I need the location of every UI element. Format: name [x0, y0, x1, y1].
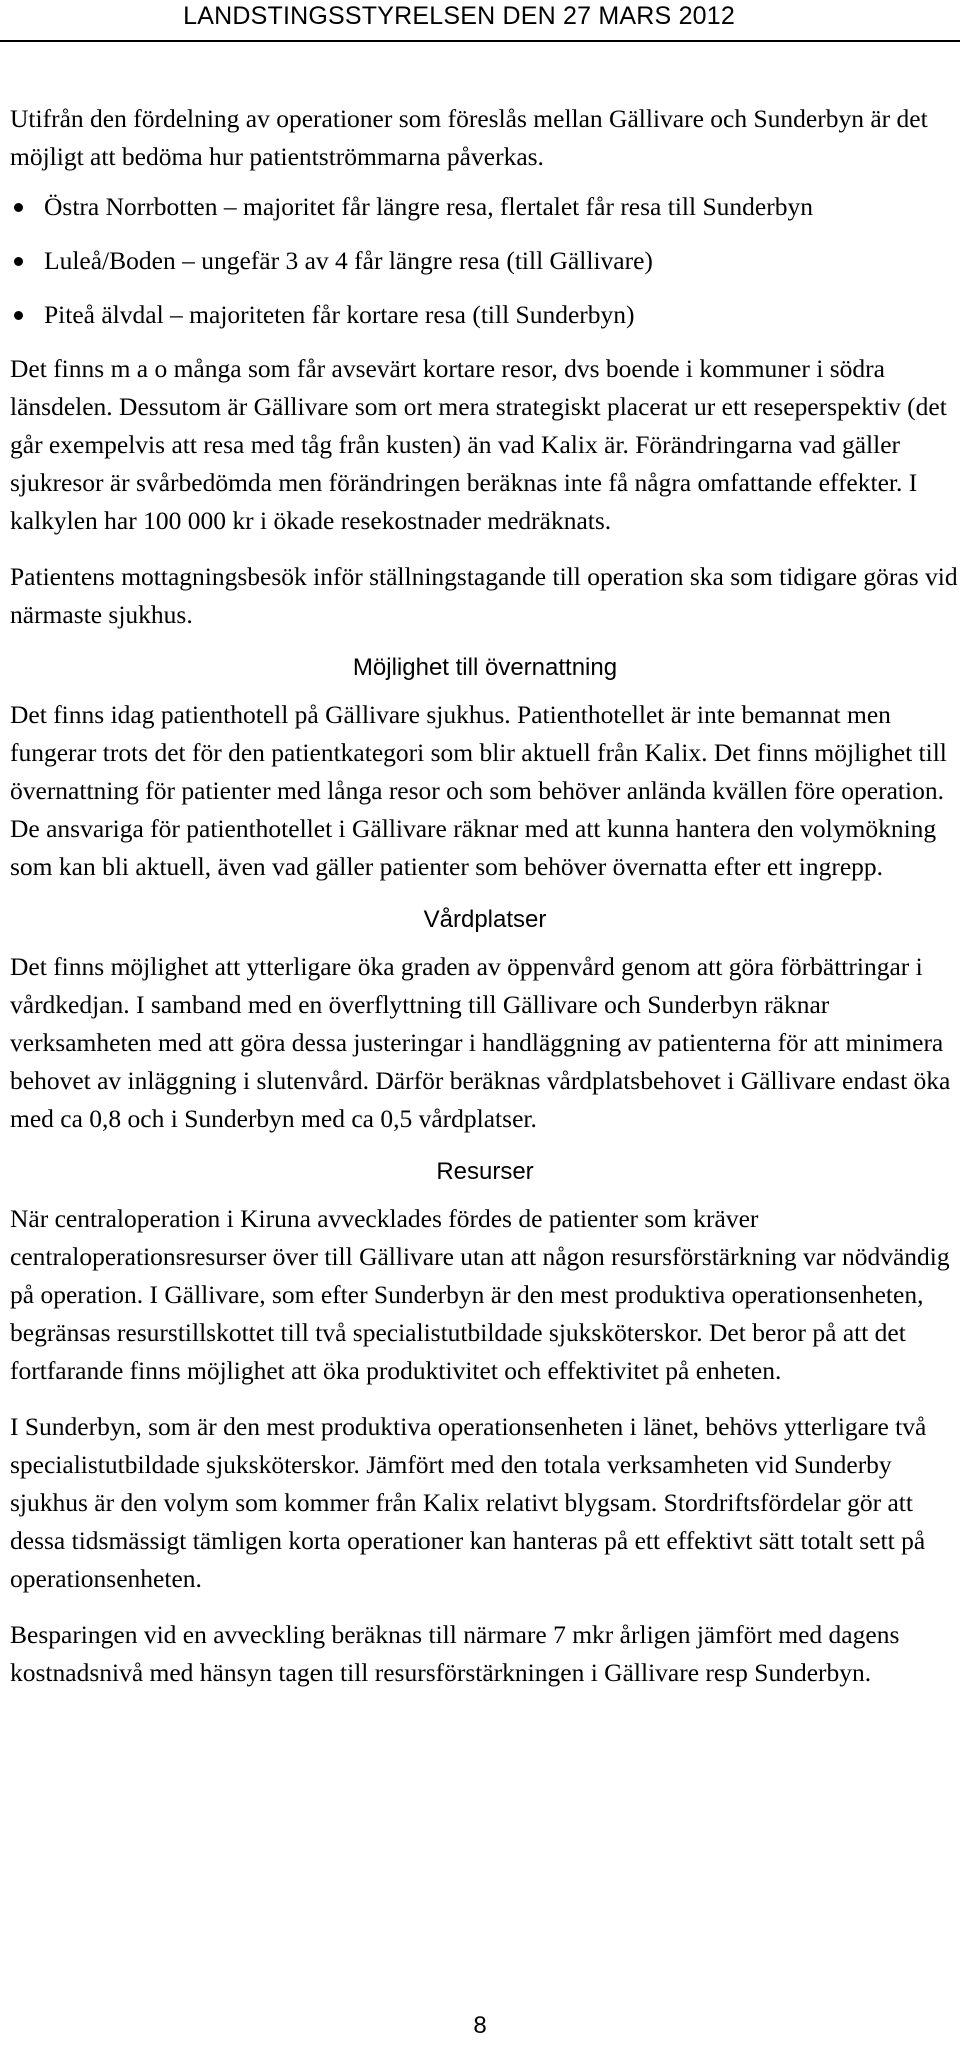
- body-paragraph: I Sunderbyn, som är den mest produktiva operationsenheten i länet, behövs ytterligare två specialistutbildade sjuksköterskor. Jämfört med den totala verksamheten vid Sunderby sjukhus är den volym som kommer från Kalix relativt blygsam. Stordriftsfördelar gör att dessa tidsmässigt tämligen korta operationer kan hanteras på ett effektivt sätt totalt sett på operationsenheten.: [10, 1412, 927, 1593]
- bullet-text: Piteå älvdal – majoriteten får kortare resa (till Sunderbyn): [44, 300, 635, 329]
- body-paragraph: Det finns m a o många som får avsevärt kortare resor, dvs boende i kommuner i södra länsdelen. Dessutom är Gällivare som ort mera strategiskt placerat ur ett reseperspektiv (det går exempelvis att resa med tåg från kusten) än vad Kalix är. Förändringarna vad gäller sjukresor är svårbedömda men förändringen beräknas inte få några omfattande effekter. I kalkylen har 100 000 kr i ökade resekostnader medräknats.: [10, 354, 947, 535]
- bullet-list: [10, 188, 960, 334]
- bullet-icon: [14, 257, 23, 266]
- page-header: LANDSTINGSSTYRELSEN DEN 27 MARS 2012: [183, 2, 735, 30]
- bullet-item: [10, 188, 960, 226]
- bullet-icon: [14, 203, 23, 212]
- bullet-text: Luleå/Boden – ungefär 3 av 4 får längre resa (till Gällivare): [44, 246, 653, 275]
- body-paragraph: När centraloperation i Kiruna avvecklades fördes de patienter som kräver centraloperationsresurser över till Gällivare utan att någon resursförstärkning var nödvändig på operation. I Gällivare, som efter Sunderbyn är den mest produktiva operationsenheten, begränsas resurstillskottet till två specialistutbildade sjuksköterskor. Det beror på att det fortfarande finns möjlighet att öka produktivitet och effektivitet på enheten.: [10, 1204, 950, 1385]
- bullet-item: [10, 242, 960, 280]
- intro-paragraph: Utifrån den fördelning av operationer som föreslås mellan Gällivare och Sunderbyn är det möjligt att bedöma hur patientströmmarna påverkas.: [10, 104, 928, 171]
- header-rule: [0, 40, 960, 42]
- body-paragraph: Besparingen vid en avveckling beräknas till närmare 7 mkr årligen jämfört med dagens kostnadsnivå med hänsyn tagen till resursförstärkningen i Gällivare resp Sunderbyn.: [10, 1620, 900, 1687]
- body-paragraph: Patientens mottagningsbesök inför ställningstagande till operation ska som tidigare göras vid närmaste sjukhus.: [10, 562, 958, 629]
- bullet-text: Östra Norrbotten – majoritet får längre resa, flertalet får resa till Sunderbyn: [44, 192, 813, 221]
- body-paragraph: Det finns möjlighet att ytterligare öka graden av öppenvård genom att göra förbättringar i vårdkedjan. I samband med en överflyttning till Gällivare och Sunderbyn räknar verksamheten med att göra dessa justeringar i handläggning av patienterna för att minimera behovet av inläggning i slutenvård. Därför beräknas vårdplatsbehovet i Gällivare endast öka med ca 0,8 och i Sunderbyn med ca 0,5 vårdplatser.: [10, 952, 951, 1133]
- section-heading-resurser: Resurser: [436, 1158, 534, 1185]
- document-body: [10, 100, 960, 1710]
- section-heading-overnattning: Möjlighet till övernattning: [352, 654, 618, 681]
- body-paragraph: Det finns idag patienthotell på Gällivare sjukhus. Patienthotellet är inte bemannat men fungerar trots det för den patientkategori som blir aktuell från Kalix. Det finns möjlighet till övernattning för patienter med långa resor och som behöver anlända kvällen före operation. De ansvariga för patienthotellet i Gällivare räknar med att kunna hantera den volymökning som kan bli aktuell, även vad gäller patienter som behöver övernatta efter ett ingrepp.: [10, 700, 947, 881]
- bullet-icon: [14, 311, 23, 320]
- page-number: 8: [473, 2012, 487, 2039]
- bullet-item: [10, 296, 960, 334]
- section-heading-vardplatser: Vårdplatser: [423, 906, 547, 933]
